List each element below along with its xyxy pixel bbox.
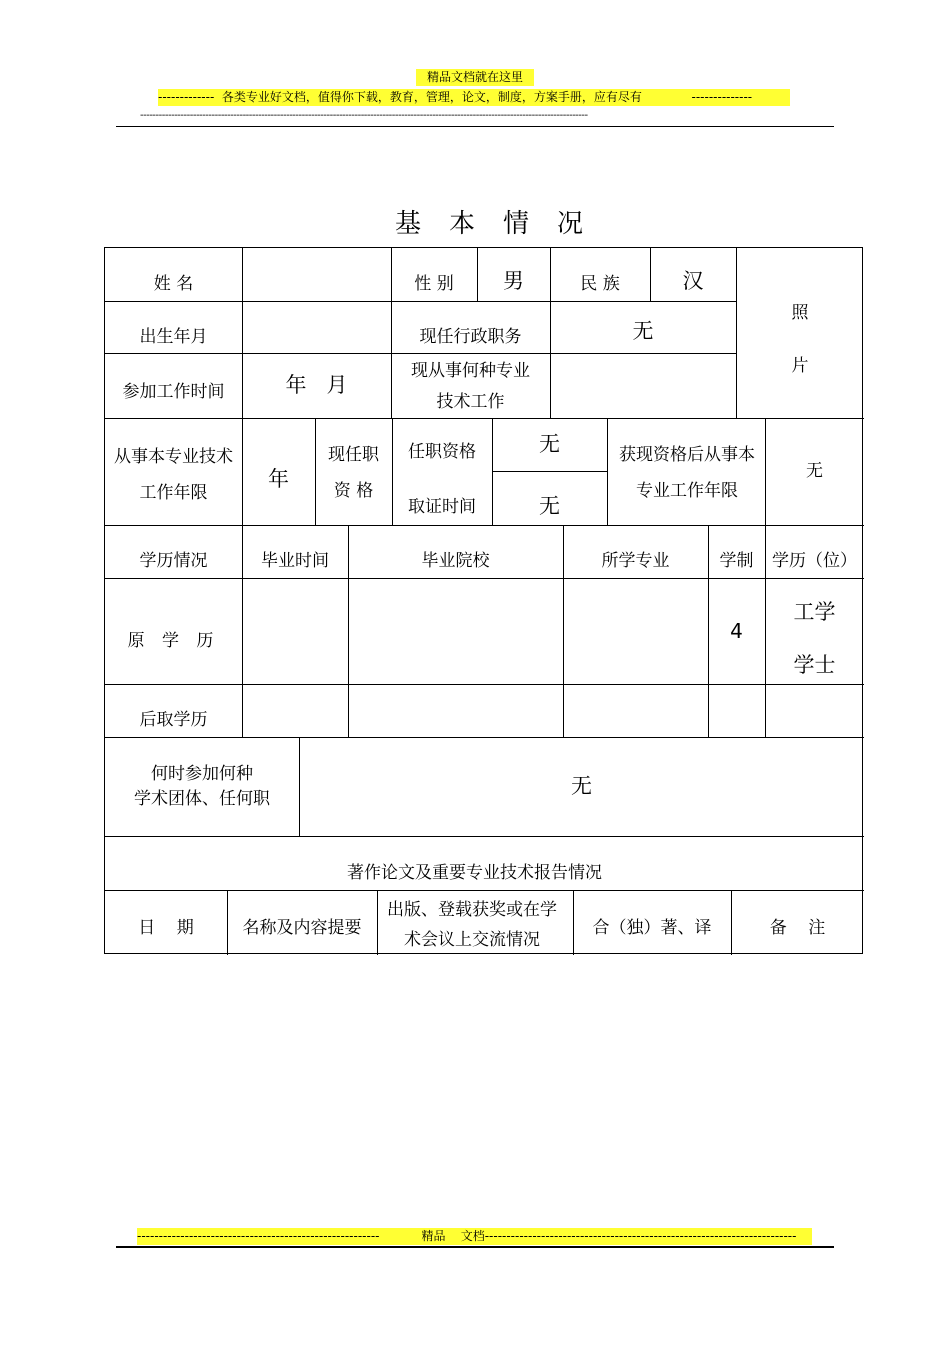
later-edu-grad-time[interactable] [242,684,348,737]
work-start-value[interactable]: 年 月 [285,372,348,397]
pubs-header-name: 名称及内容提要 [242,918,362,939]
orig-edu-major[interactable] [563,578,708,684]
later-edu-school[interactable] [348,684,563,737]
name-field[interactable] [242,248,391,301]
header-rule [116,126,834,127]
academic-label [105,737,299,836]
cert-time-value[interactable]: 无 [539,494,560,519]
orig-edu-duration[interactable]: 4 [730,619,743,643]
years-after-value[interactable]: 无 [806,461,823,482]
current-work-label: 现从事何种专业技术工作 [411,361,530,412]
work-start-label: 参加工作时间 [122,382,225,403]
photo-label-bottom: 片 [791,355,809,376]
birth-field[interactable] [242,301,391,353]
orig-edu-school[interactable] [348,578,563,684]
prof-years-value[interactable]: 年 [268,466,289,491]
pubs-header-authorship: 合（独）著、译 [592,918,712,939]
name-label: 姓 名 [153,274,194,295]
gender-value[interactable]: 男 [503,268,524,293]
header-dash-line: ------------------------------------------------------------------------------------------------------------------------------------------------ [140,110,588,121]
later-edu-duration[interactable] [708,684,765,737]
ethnicity-label: 民 族 [580,274,620,295]
position-value[interactable]: 无 [632,319,654,344]
basic-info-table [104,247,863,954]
footer-banner: -------------------------------------------------------- 精品 文档------------------------------------------------------------------------ [137,1228,812,1245]
qual-value[interactable]: 无 [539,431,560,456]
edu-header-degree: 学历（位） [772,551,857,572]
edu-header-duration: 学制 [719,551,754,572]
academic-label-line2: 学术团体、任何职 [134,788,270,809]
position-label: 现任行政职务 [419,326,522,347]
pubs-header-publication: 出版、登载获奖或在学术会议上交流情况 [387,899,557,950]
academic-value[interactable]: 无 [571,773,592,798]
current-work-field[interactable] [550,353,736,418]
academic-label-line1: 何时参加何种 [151,763,253,784]
orig-edu-label: 原 学 历 [127,630,220,651]
orig-edu-degree-line1[interactable]: 工学 [793,600,836,625]
edu-header-school: 毕业院校 [421,551,490,572]
footer-rule [116,1246,834,1248]
later-edu-major[interactable] [563,684,708,737]
cert-time-label: 取证时间 [408,496,476,517]
pubs-header-date: 日 期 [138,918,194,939]
years-after-label: 获现资格后从事本专业工作年限 [619,445,755,501]
gender-label: 性 别 [414,274,454,295]
publications-title: 著作论文及重要专业技术报告情况 [347,862,602,883]
later-edu-degree[interactable] [765,684,864,737]
ethnicity-value[interactable]: 汉 [682,268,704,293]
birth-label: 出生年月 [139,326,208,347]
title-label: 现任职资 格 [328,445,379,501]
orig-edu-grad-time[interactable] [242,578,348,684]
orig-edu-degree-line2[interactable]: 学士 [793,653,836,678]
page-title: 基本情况 [394,209,611,239]
edu-header-grad-time: 毕业时间 [261,551,329,572]
header-banner-top: 精品文档就在这里 [416,69,534,86]
later-edu-label: 后取学历 [139,710,208,731]
photo-label-top: 照 [791,302,809,323]
header-banner-main: ------------- 各类专业好文档，值得你下载，教育，管理，论文，制度，方案手册，应有尽有 -------------- [158,89,790,106]
edu-header-major: 所学专业 [601,551,670,572]
pubs-header-remarks: 备 注 [769,918,826,939]
qual-label: 任职资格 [408,442,476,463]
prof-years-label: 从事本专业技术工作年限 [114,447,233,503]
edu-header-type: 学历情况 [139,551,208,572]
